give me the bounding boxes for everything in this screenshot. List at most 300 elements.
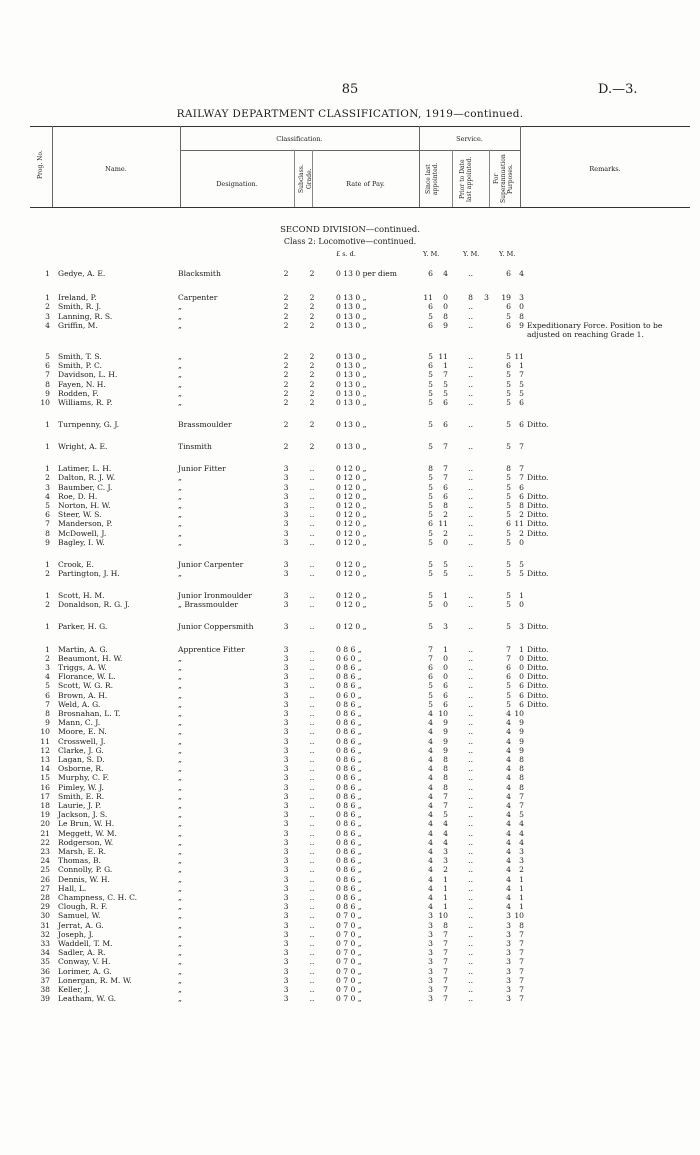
prior-years: .. [468,810,473,819]
staff-name: Leatham, W. G. [58,994,117,1003]
rate-of-pay: 0 12 0 „ [336,560,367,569]
subclass: 3 [283,569,289,578]
designation-header: Designation. [216,180,258,188]
since-months: 9 [443,737,448,746]
since-years: 5 [428,492,433,501]
subclass: 3 [283,847,289,856]
designation: Brassmoulder [178,420,232,429]
since-months: 8 [443,773,448,782]
subclass: 3 [283,819,289,828]
prior-years: .. [468,519,473,528]
since-years: 5 [428,538,433,547]
remarks: Ditto. [527,519,549,528]
prior-years: .. [468,829,473,838]
grade: .. [309,569,315,578]
since-years: 4 [428,847,433,856]
subclass: 3 [283,492,289,501]
prior-years: .. [468,473,473,482]
since-months: 7 [443,930,448,939]
designation: „ [178,994,182,1003]
prog-no: 5 [45,352,50,361]
prog-no: 13 [40,755,50,764]
subclass: 2 [283,269,289,278]
staff-name: Smith, R. J. [58,302,102,311]
grade: .. [309,529,315,538]
grade: .. [309,591,315,600]
since-years: 5 [428,691,433,700]
super-years: 5 [506,700,511,709]
staff-name: Parker, H. G. [58,622,108,631]
designation: „ [178,773,182,782]
super-years: 4 [506,893,511,902]
subclass: 2 [283,321,289,330]
since-years: 5 [428,622,433,631]
grade: .. [309,746,315,755]
prior-years: .. [468,464,473,473]
since-years: 4 [428,709,433,718]
staff-name: Mann, C. J. [58,718,101,727]
rate-of-pay: 0 8 6 „ [336,764,362,773]
designation: „ [178,380,182,389]
since-months: 6 [443,691,448,700]
staff-name: Steer, W. S. [58,510,102,519]
grade: .. [309,957,315,966]
grade-header: Grade. [306,168,313,190]
grade: .. [309,921,315,930]
since-years: 3 [428,985,433,994]
prior-years: .. [468,801,473,810]
prior-years: .. [468,700,473,709]
subclass: 2 [283,370,289,379]
subclass: 3 [283,591,289,600]
staff-name: Waddell, T. M. [58,939,113,948]
since-years: 5 [428,398,433,407]
super-years: 7 [506,654,511,663]
subclass: 3 [283,560,289,569]
super-months: 5 [519,810,524,819]
super-months: 8 [519,755,524,764]
super-months: 6 [519,420,524,429]
prior-years: .. [468,654,473,663]
prog-no: 6 [45,510,50,519]
prior-years: .. [468,672,473,681]
prior-years: .. [468,709,473,718]
since-years: 3 [428,921,433,930]
staff-name: Baumber, C. J. [58,483,113,492]
subclass: 3 [283,473,289,482]
super-months: 1 [519,361,524,370]
grade: .. [309,510,315,519]
rate-of-pay: 0 8 6 „ [336,718,362,727]
prior-years: .. [468,755,473,764]
subclass: 3 [283,681,289,690]
super-years: 5 [506,622,511,631]
designation: „ [178,672,182,681]
grade: .. [309,492,315,501]
since-years: 5 [428,600,433,609]
super-months: 6 [519,483,524,492]
rate-of-pay: 0 12 0 „ [336,569,367,578]
super-years: 5 [506,483,511,492]
super-months: 10 [514,911,524,920]
grade: .. [309,560,315,569]
since-years: 5 [428,501,433,510]
subclass: 3 [283,967,289,976]
prior-years: .. [468,321,473,330]
super-months: 7 [519,994,524,1003]
super-years: 5 [506,352,511,361]
grade: .. [309,464,315,473]
classification-header: Classification. [276,135,323,143]
rate-of-pay: 0 8 6 „ [336,875,362,884]
rate-of-pay: 0 12 0 „ [336,501,367,510]
staff-name: Scott, W. G. R. [58,681,114,690]
designation: „ [178,492,182,501]
rate-of-pay: 0 13 0 „ [336,389,367,398]
subclass: 3 [283,672,289,681]
grade: .. [309,672,315,681]
remarks: Expeditionary Force. Position to be adjusted on reaching Grade 1. [527,321,663,339]
staff-name: Turnpenny, G. J. [58,420,120,429]
subclass: 3 [283,519,289,528]
prog-no: 34 [40,948,50,957]
subclass: 3 [283,911,289,920]
designation: „ [178,727,182,736]
prog-no: 12 [40,746,50,755]
staff-name: Lorimer, A. G. [58,967,112,976]
subclass: 2 [283,352,289,361]
prior-years: .. [468,269,473,278]
grade: 2 [309,302,315,311]
since-years: 4 [428,893,433,902]
staff-name: Partington, J. H. [58,569,120,578]
prior-years: .. [468,352,473,361]
staff-name: Clarke, J. G. [58,746,104,755]
since-months: 7 [443,948,448,957]
rate-of-pay: 0 6 0 „ [336,691,362,700]
prog-no: 16 [40,783,50,792]
super-years: 4 [506,810,511,819]
page-code: D.—3. [598,82,638,97]
since-months: 4 [443,269,448,278]
prior-years: .. [468,764,473,773]
since-years: 6 [428,663,433,672]
super-months: 8 [519,312,524,321]
since-months: 1 [443,645,448,654]
staff-name: Martin, A. G. [58,645,108,654]
since-months: 11 [438,519,448,528]
remarks: Ditto. [527,510,549,519]
prog-no: 10 [40,727,50,736]
subclass: 3 [283,727,289,736]
prior-years: 8 [468,293,473,302]
since-months: 7 [443,442,448,451]
prior-years: .. [468,847,473,856]
since-years: 7 [428,645,433,654]
designation: „ [178,893,182,902]
since-months: 5 [443,569,448,578]
grade: .. [309,948,315,957]
rate-of-pay-header: Rate of Pay. [346,180,385,188]
since-years: 4 [428,829,433,838]
staff-name: Meggett, W. M. [58,829,117,838]
since-years: 3 [428,930,433,939]
rate-of-pay: 0 8 6 „ [336,681,362,690]
super-months: 2 [519,865,524,874]
grade: .. [309,622,315,631]
staff-name: Thomas, B. [58,856,101,865]
table-row [0,320,700,339]
prior-years: .. [468,420,473,429]
prior-years: .. [468,302,473,311]
grade: .. [309,681,315,690]
prog-no: 23 [40,847,50,856]
rate-of-pay: 0 13 0 „ [336,361,367,370]
rate-of-pay: 0 8 6 „ [336,645,362,654]
super-months: 4 [519,829,524,838]
subclass: 3 [283,801,289,810]
rate-of-pay: 0 7 0 „ [336,930,362,939]
staff-name: Dalton, R. J. W. [58,473,116,482]
grade: .. [309,538,315,547]
subclass: 2 [283,361,289,370]
grade: .. [309,755,315,764]
table-row [0,397,700,408]
rate-of-pay: 0 8 6 „ [336,746,362,755]
designation: „ [178,921,182,930]
staff-name: Keller, J. [58,985,90,994]
designation: „ [178,519,182,528]
rate-of-pay: 0 13 0 „ [336,321,367,330]
super-months: 8 [519,783,524,792]
prior-years: .. [468,663,473,672]
prog-no: 32 [40,930,50,939]
super-months: 7 [519,957,524,966]
since-last-header: Since last appointed. [425,162,439,196]
grade: 2 [309,398,315,407]
super-years: 4 [506,783,511,792]
subclass: 2 [283,398,289,407]
prog-no: 8 [45,529,50,538]
designation: „ Brassmoulder [178,600,238,609]
since-years: 6 [428,269,433,278]
super-months: 4 [519,838,524,847]
table-row [0,568,700,579]
prog-no: 3 [45,483,50,492]
super-months: 1 [519,591,524,600]
rate-of-pay: 0 13 0 per diem [336,269,397,278]
rate-of-pay: 0 7 0 „ [336,948,362,957]
prog-no: 33 [40,939,50,948]
prog-no: 2 [45,569,50,578]
prior-years: .. [468,645,473,654]
super-years: 4 [506,801,511,810]
prior-years: .. [468,783,473,792]
prog-no: 17 [40,792,50,801]
rate-of-pay: 0 13 0 „ [336,398,367,407]
designation: „ [178,930,182,939]
prog-no: 7 [45,370,50,379]
subclass: 3 [283,464,289,473]
designation: „ [178,957,182,966]
super-years: 4 [506,773,511,782]
since-months: 4 [443,829,448,838]
subclass: 3 [283,884,289,893]
designation: „ [178,709,182,718]
super-months: 8 [519,773,524,782]
division-heading: SECOND DIVISION—continued. [280,225,420,235]
rate-of-pay: 0 13 0 „ [336,352,367,361]
designation: „ [178,691,182,700]
prog-no: 27 [40,884,50,893]
remarks: Ditto. [527,420,549,429]
super-months: 1 [519,875,524,884]
super-months: 0 [519,663,524,672]
designation: „ [178,483,182,492]
designation: „ [178,663,182,672]
subclass: 3 [283,645,289,654]
subclass: 3 [283,654,289,663]
prior-years: .. [468,856,473,865]
designation: „ [178,819,182,828]
since-years: 6 [428,321,433,330]
prog-no: 1 [45,269,50,278]
since-months: 7 [443,994,448,1003]
since-years: 3 [428,967,433,976]
grade: .. [309,810,315,819]
prog-no: 15 [40,773,50,782]
prior-years: .. [468,819,473,828]
staff-name: Weld, A. G. [58,700,101,709]
designation: „ [178,389,182,398]
table-row [0,419,700,430]
subclass: 3 [283,921,289,930]
staff-name: Lagan, S. D. [58,755,105,764]
grade: .. [309,838,315,847]
since-months: 1 [443,591,448,600]
since-years: 4 [428,773,433,782]
prog-no: 1 [45,591,50,600]
since-months: 9 [443,727,448,736]
designation: Junior Coppersmith [178,622,254,631]
grade: .. [309,473,315,482]
subclass: 2 [283,420,289,429]
since-months: 0 [443,538,448,547]
remarks: Ditto. [527,654,549,663]
prior-to-header: Prior to Date last appointed. [459,156,473,202]
since-years: 5 [428,510,433,519]
staff-name: Clough, R. F. [58,902,108,911]
rate-of-pay: 0 8 6 „ [336,755,362,764]
subclass: 2 [283,302,289,311]
super-months: 4 [519,269,524,278]
designation: „ [178,829,182,838]
prior-years: .. [468,398,473,407]
super-years: 4 [506,764,511,773]
super-years: 3 [506,985,511,994]
since-years: 5 [428,352,433,361]
super-years: 4 [506,902,511,911]
designation: „ [178,847,182,856]
prior-years: .. [468,746,473,755]
staff-name: Manderson, P. [58,519,113,528]
super-months: 0 [519,600,524,609]
since-years: 4 [428,727,433,736]
designation: „ [178,654,182,663]
staff-name: Smith, T. S. [58,352,102,361]
since-months: 10 [438,709,448,718]
designation: Junior Fitter [178,464,226,473]
since-years: 3 [428,994,433,1003]
super-months: 6 [519,681,524,690]
since-years: 5 [428,560,433,569]
super-years: 4 [506,718,511,727]
rate-of-pay: 0 8 6 „ [336,737,362,746]
since-months: 4 [443,819,448,828]
subclass: 3 [283,957,289,966]
subclass: 2 [283,293,289,302]
super-years: 5 [506,420,511,429]
rate-of-pay: 0 8 6 „ [336,838,362,847]
table-row [0,599,700,610]
prog-no: 3 [45,312,50,321]
since-years: 4 [428,746,433,755]
staff-name: Wright, A. E. [58,442,108,451]
prior-years: .. [468,838,473,847]
designation: „ [178,746,182,755]
super-months: 7 [519,976,524,985]
prior-years: .. [468,442,473,451]
staff-name: Griffin, M. [58,321,98,330]
since-months: 7 [443,473,448,482]
subclass: 3 [283,856,289,865]
prior-years: .. [468,727,473,736]
since-years: 3 [428,939,433,948]
super-months: 9 [519,746,524,755]
since-months: 6 [443,483,448,492]
since-months: 6 [443,492,448,501]
subclass: 3 [283,691,289,700]
grade: .. [309,939,315,948]
since-months: 6 [443,420,448,429]
super-years: 4 [506,865,511,874]
prog-no: 21 [40,829,50,838]
prog-no: 30 [40,911,50,920]
since-months: 7 [443,957,448,966]
subclass: 3 [283,838,289,847]
subclass: 3 [283,939,289,948]
rate-of-pay: 0 8 6 „ [336,865,362,874]
since-years: 5 [428,591,433,600]
remarks: Ditto. [527,691,549,700]
since-months: 0 [443,672,448,681]
designation: „ [178,321,182,330]
staff-name: Triggs, A. W. [58,663,107,672]
super-years: 8 [506,464,511,473]
super-years: 5 [506,501,511,510]
super-months: 7 [519,930,524,939]
designation: „ [178,718,182,727]
super-years: 6 [506,663,511,672]
prog-no: 9 [45,538,50,547]
subclass: 3 [283,529,289,538]
since-months: 0 [443,663,448,672]
designation: „ [178,501,182,510]
since-months: 3 [443,856,448,865]
grade: .. [309,967,315,976]
rate-of-pay: 0 13 0 „ [336,293,367,302]
grade: .. [309,764,315,773]
